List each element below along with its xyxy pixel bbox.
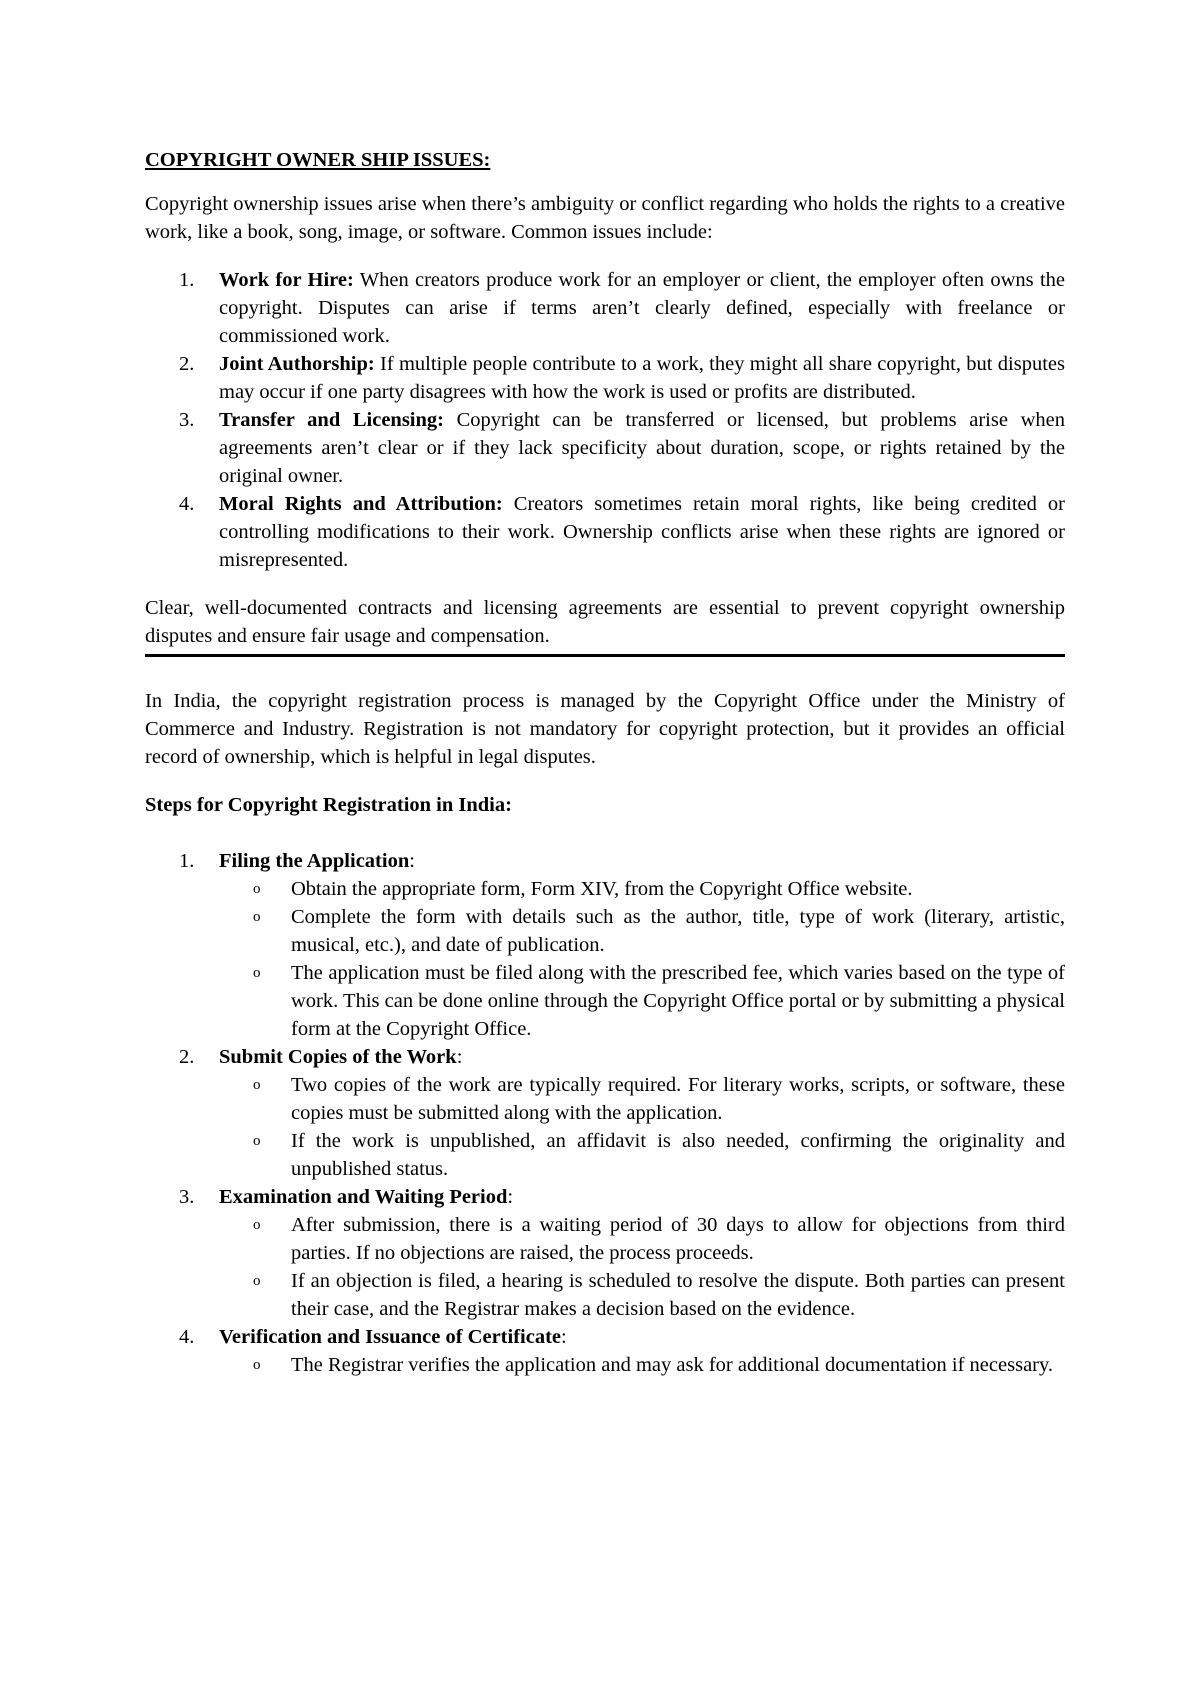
sub-list-item: o The Registrar verifies the application and may ask for additional documentation if necessary. xyxy=(145,1351,1065,1379)
ownership-issues-list xyxy=(145,266,1065,574)
sub-list-item: o The application must be filed along with the prescribed fee, which varies based on the type of work. This can be done online through the Copyright Office portal or by submitting a physical form at the Copyright Office. xyxy=(145,959,1065,1043)
sub-list xyxy=(219,875,1065,1043)
closing-paragraph: Clear, well-documented contracts and licensing agreements are essential to prevent copyright ownership disputes and ensure fair usage and compensation. xyxy=(145,597,1065,647)
sub-list xyxy=(219,1351,1065,1379)
list-item: 1. Work for Hire: When creators produce work for an employer or client, the employer often owns the copyright. Disputes can arise if terms aren’t clearly defined, especially with freelance or commissioned work. xyxy=(179,269,1065,347)
circle-bullet-icon: o xyxy=(253,1357,261,1373)
list-item: 3. Transfer and Licensing: Copyright can be transferred or licensed, but problems arise when agreements aren’t clear or if they lack specificity about duration, scope, or rights retained by the original owner. xyxy=(179,409,1065,487)
list-item: 3. Examination and Waiting Period: o After submission, there is a waiting period of 30 days to allow for objections from third parties. If no objections are raised, the process proceeds. o If an objection is filed, a hearing is scheduled to resolve the dispute. Both parties can present their case, and the Registrar makes a decision based on the evidence. xyxy=(145,1183,1065,1323)
list-item: 2. Submit Copies of the Work: o Two copies of the work are typically required. For literary works, scripts, or software, these copies must be submitted along with the application. o If the work is unpublished, an affidavit is also needed, confirming the originality and unpublished status. xyxy=(145,1043,1065,1183)
sub-list-item: o Obtain the appropriate form, Form XIV, from the Copyright Office website. xyxy=(145,875,1065,903)
sub-list-item: o Complete the form with details such as the author, title, type of work (literary, artistic, musical, etc.), and date of publication. xyxy=(145,903,1065,959)
sub-list-item: o Two copies of the work are typically required. For literary works, scripts, or software, these copies must be submitted along with the application. xyxy=(145,1071,1065,1127)
list-item: 4. Moral Rights and Attribution: Creators sometimes retain moral rights, like being credited or controlling modifications to their work. Ownership conflicts arise when these rights are ignored or misrepresented. xyxy=(179,493,1066,571)
sub-list-item: o If an objection is filed, a hearing is scheduled to resolve the dispute. Both parties can present their case, and the Registrar makes a decision based on the evidence. xyxy=(145,1267,1065,1323)
list-item: 1. Filing the Application: o Obtain the appropriate form, Form XIV, from the Copyright Office website. o Complete the form with details such as the author, title, type of work (literary, artistic, musical, etc.), and date of publication. o The application must be filed along with the prescribed fee, which varies based on the type of work. This can be done online through the Copyright Office portal or by submitting a physical form at the Copyright Office. xyxy=(145,847,1065,1043)
circle-bullet-icon: o xyxy=(253,1077,261,1093)
list-item: 2. Joint Authorship: If multiple people contribute to a work, they might all share copyright, but disputes may occur if one party disagrees with how the work is used or profits are distributed. xyxy=(179,353,1065,403)
section-title: COPYRIGHT OWNER SHIP ISSUES: xyxy=(145,149,491,171)
document-page xyxy=(145,146,1065,1399)
registration-steps-list xyxy=(145,847,1065,1379)
circle-bullet-icon: o xyxy=(253,909,261,925)
circle-bullet-icon: o xyxy=(253,881,261,897)
steps-heading: Steps for Copyright Registration in India: xyxy=(145,794,512,816)
list-item: 4. Verification and Issuance of Certificate: o The Registrar verifies the application and may ask for additional documentation if necessary. xyxy=(145,1323,1065,1379)
circle-bullet-icon: o xyxy=(253,1273,261,1289)
india-intro-paragraph: In India, the copyright registration process is managed by the Copyright Office under the Ministry of Commerce and Industry. Registration is not mandatory for copyright protection, but it provides an official record of ownership, which is helpful in legal disputes. xyxy=(145,690,1065,768)
circle-bullet-icon: o xyxy=(253,965,261,981)
intro-paragraph: Copyright ownership issues arise when there’s ambiguity or conflict regarding who holds the rights to a creative work, like a book, song, image, or software. Common issues include: xyxy=(145,193,1066,243)
horizontal-divider xyxy=(145,654,1065,657)
sub-list-item: o If the work is unpublished, an affidavit is also needed, confirming the originality and unpublished status. xyxy=(145,1127,1065,1183)
sub-list xyxy=(219,1071,1065,1183)
sub-list-item: o After submission, there is a waiting period of 30 days to allow for objections from third parties. If no objections are raised, the process proceeds. xyxy=(145,1211,1065,1267)
circle-bullet-icon: o xyxy=(253,1217,261,1233)
circle-bullet-icon: o xyxy=(253,1133,261,1149)
sub-list xyxy=(219,1211,1065,1323)
